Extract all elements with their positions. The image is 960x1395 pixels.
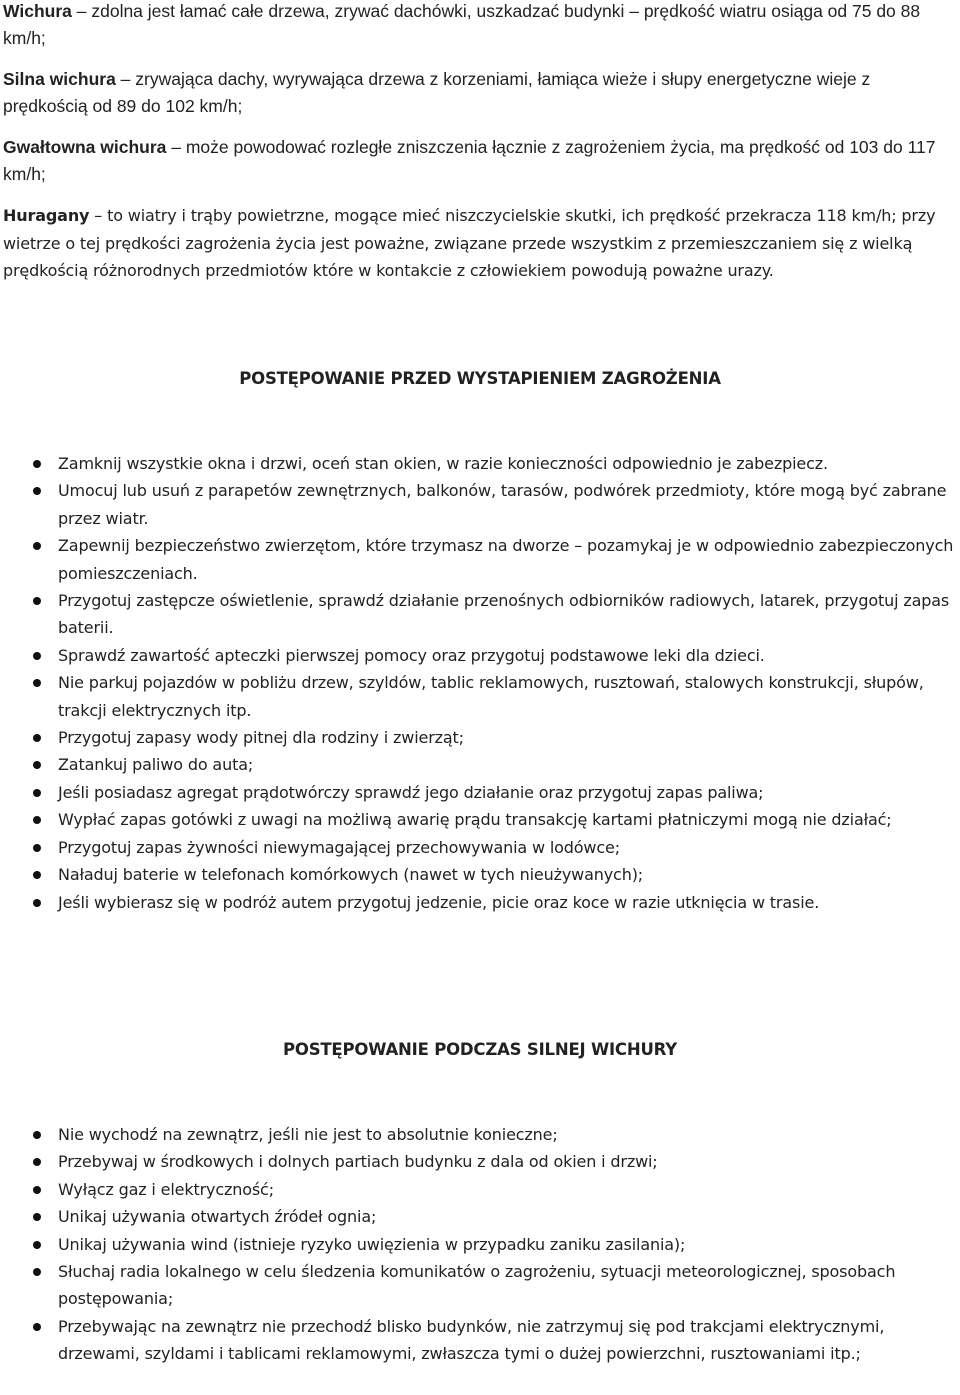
- list-item-text: Przygotuj zapasy wody pitnej dla rodziny i zwierząt;: [58, 728, 464, 748]
- list-item: [0, 642, 958, 669]
- definition-gwaltowna-wichura: [3, 134, 958, 188]
- bullet-icon: [33, 597, 41, 605]
- definition-silna-wichura: [3, 66, 958, 120]
- list-item: [0, 669, 958, 724]
- bullet-icon: [33, 816, 41, 824]
- list-item: [0, 1148, 958, 1175]
- bullet-icon: [33, 899, 41, 907]
- bullet-icon: [33, 1213, 41, 1221]
- list-item: [0, 751, 958, 778]
- list-item: [0, 450, 958, 477]
- bullet-icon: [33, 1241, 41, 1249]
- bullet-icon: [33, 1186, 41, 1194]
- list-item: [0, 1176, 958, 1203]
- bullet-icon: [33, 1323, 41, 1331]
- list-item-text: Naładuj baterie w telefonach komórkowych (nawet w tych nieużywanych);: [58, 865, 644, 885]
- definition-term: Wichura: [3, 1, 72, 21]
- wind-definitions: [3, 0, 958, 285]
- bullet-icon: [33, 652, 41, 660]
- bullet-icon: [33, 1158, 41, 1166]
- list-item: [0, 889, 958, 916]
- list-item-text: Wyłącz gaz i elektryczność;: [58, 1179, 274, 1199]
- list-item-text: Jeśli posiadasz agregat prądotwórczy sprawdź jego działanie oraz przygotuj zapas paliwa;: [58, 782, 764, 802]
- list-item: [0, 477, 958, 532]
- list-item: [0, 1121, 958, 1148]
- list-item-text: Unikaj używania wind (istnieje ryzyko uwięzienia w przypadku zaniku zasilania);: [58, 1234, 686, 1254]
- list-item-text: Przygotuj zapas żywności niewymagającej przechowywania w lodówce;: [58, 837, 620, 857]
- list-item-text: Nie wychodź na zewnątrz, jeśli nie jest to absolutnie konieczne;: [58, 1125, 558, 1144]
- list-item-text: Zamknij wszystkie okna i drzwi, oceń stan okien, w razie konieczności odpowiednio je zabezpiecz.: [58, 454, 828, 473]
- definition-term: Huragany: [3, 206, 90, 225]
- list-item: [0, 806, 958, 833]
- list-item: [0, 834, 958, 861]
- list-item-text: Zatankuj paliwo do auta;: [58, 755, 254, 775]
- definition-text: – to wiatry i trąby powietrzne, mogące mieć niszczycielskie skutki, ich prędkość przekracza 118 km/h; przy wietrze o tej prędkości zagrożenia życia jest poważne, związane przede wszystkim z przemieszczaniem się z wielką prędkością różnorodnych przedmiotów które w kontakcie z człowiekiem powodują poważne urazy.: [3, 206, 936, 280]
- section-heading-before: POSTĘPOWANIE PRZED WYSTAPIENIEM ZAGROŻENIA: [239, 369, 721, 388]
- definition-term: Silna wichura: [3, 69, 116, 89]
- list-item-text: Zapewnij bezpieczeństwo zwierzętom, które trzymasz na dworze – pozamykaj je w odpowiednio zabezpieczonych pomieszczeniach.: [58, 536, 954, 583]
- list-item-text: Nie parkuj pojazdów w pobliżu drzew, szyldów, tablic reklamowych, rusztowań, stalowych konstrukcji, słupów, trakcji elektrycznych itp.: [58, 673, 924, 720]
- list-item: [0, 1231, 958, 1258]
- list-item: [0, 1313, 958, 1368]
- list-item: [0, 1203, 958, 1230]
- bullet-icon: [33, 487, 41, 495]
- list-item: [0, 532, 958, 587]
- definition-wichura: [3, 0, 958, 52]
- list-item-text: Przebywając na zewnątrz nie przechodź blisko budynków, nie zatrzymuj się pod trakcjami elektrycznymi, drzewami, szyldami i tablicami reklamowymi, zwłaszcza tymi o dużej powierzchni, rusztowaniami itp.;: [58, 1316, 885, 1364]
- definition-text: – zrywająca dachy, wyrywająca drzewa z korzeniami, łamiąca wieże i słupy energetyczne wieje z prędkością od 89 do 102 km/h;: [3, 69, 871, 116]
- list-item: [0, 587, 958, 642]
- list-item: [0, 1258, 958, 1313]
- bullet-icon: [33, 1268, 41, 1276]
- definition-text: – może powodować rozległe zniszczenia łącznie z zagrożeniem życia, ma prędkość od 103 do 117 km/h;: [3, 137, 936, 184]
- bullet-icon: [33, 789, 41, 797]
- definition-huragany: [3, 202, 958, 285]
- list-item-text: Unikaj używania otwartych źródeł ognia;: [58, 1207, 377, 1227]
- bullet-icon: [33, 542, 41, 550]
- list-item-text: Jeśli wybierasz się w podróż autem przygotuj jedzenie, picie oraz koce w razie utknięcia w trasie.: [58, 892, 820, 912]
- list-item-text: Przebywaj w środkowych i dolnych partiach budynku z dala od okien i drzwi;: [58, 1152, 658, 1172]
- list-before-threat: [0, 450, 958, 916]
- list-item-text: Słuchaj radia lokalnego w celu śledzenia komunikatów o zagrożeniu, sytuacji meteorologicznej, sposobach postępowania;: [58, 1262, 896, 1309]
- list-item: [0, 779, 958, 806]
- bullet-icon: [33, 679, 41, 687]
- bullet-icon: [33, 871, 41, 879]
- definition-term: Gwałtowna wichura: [3, 137, 167, 157]
- list-item-text: Umocuj lub usuń z parapetów zewnętrznych, balkonów, tarasów, podwórek przedmioty, które mogą być zabrane przez wiatr.: [58, 481, 947, 528]
- list-item: [0, 861, 958, 888]
- bullet-icon: [33, 460, 41, 468]
- list-during-storm: [0, 1121, 958, 1368]
- bullet-icon: [33, 761, 41, 769]
- list-item: [0, 724, 958, 751]
- bullet-icon: [33, 844, 41, 852]
- list-item-text: Sprawdź zawartość apteczki pierwszej pomocy oraz przygotuj podstawowe leki dla dzieci.: [58, 645, 765, 665]
- bullet-icon: [33, 1131, 41, 1139]
- section-heading-during: POSTĘPOWANIE PODCZAS SILNEJ WICHURY: [282, 1040, 678, 1059]
- list-item-text: Przygotuj zastępcze oświetlenie, sprawdź działanie przenośnych odbiorników radiowych, latarek, przygotuj zapas baterii.: [58, 591, 950, 638]
- list-item-text: Wypłać zapas gotówki z uwagi na możliwą awarię prądu transakcję kartami płatniczymi mogą nie działać;: [58, 810, 892, 830]
- definition-text: – zdolna jest łamać całe drzewa, zrywać dachówki, uszkadzać budynki – prędkość wiatru osiąga od 75 do 88 km/h;: [3, 1, 921, 48]
- bullet-icon: [33, 734, 41, 742]
